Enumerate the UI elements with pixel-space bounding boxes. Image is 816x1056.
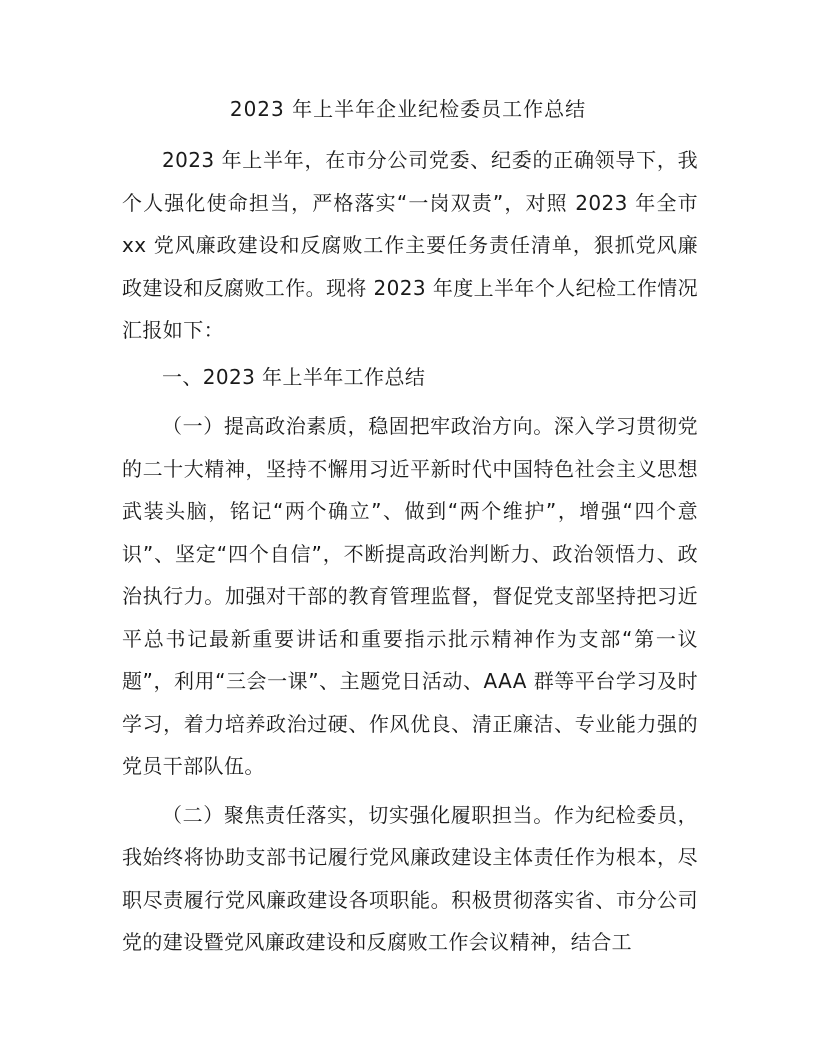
- section-heading: 一、2023 年上半年工作总结: [162, 364, 426, 389]
- intro-paragraph: 2023 年上半年，在市分公司党委、纪委的正确领导下，我个人强化使命担当，严格落实“一岗双责”，对照 2023 年全市 xx 党风廉政建设和反腐败工作主要任务责任清单，狠抓党风廉政建设和反腐败工作。现将 2023 年度上半年个人纪检工作情况汇报如下：: [122, 148, 699, 342]
- document-title: 2023 年上半年企业纪检委员工作总结: [229, 97, 587, 121]
- item-paragraph-2: （二）聚焦责任落实，切实强化履职担当。作为纪检委员，我始终将协助支部书记履行党风廉政建设主体责任作为根本，尽职尽责履行党风廉政建设各项职能。积极贯彻落实省、市分公司党的建设暨党风廉政建设和反腐败工作会议精神，结合工: [122, 802, 698, 954]
- item-paragraph-1: （一）提高政治素质，稳固把牢政治方向。深入学习贯彻党的二十大精神，坚持不懈用习近平新时代中国特色社会主义思想武装头脑，铭记“两个确立”、做到“两个维护”，增强“四个意识”、坚定“四个自信”，不断提高政治判断力、政治领悟力、政治执行力。加强对干部的教育管理监督，督促党支部坚持把习近平总书记最新重要讲话和重要指示批示精神作为支部“第一议题”，利用“三会一课”、主题党日活动、AAA 群等平台学习及时学习，着力培养政治过硬、作风优良、清正廉洁、专业能力强的党员干部队伍。: [122, 414, 698, 778]
- document-body: [122, 139, 698, 964]
